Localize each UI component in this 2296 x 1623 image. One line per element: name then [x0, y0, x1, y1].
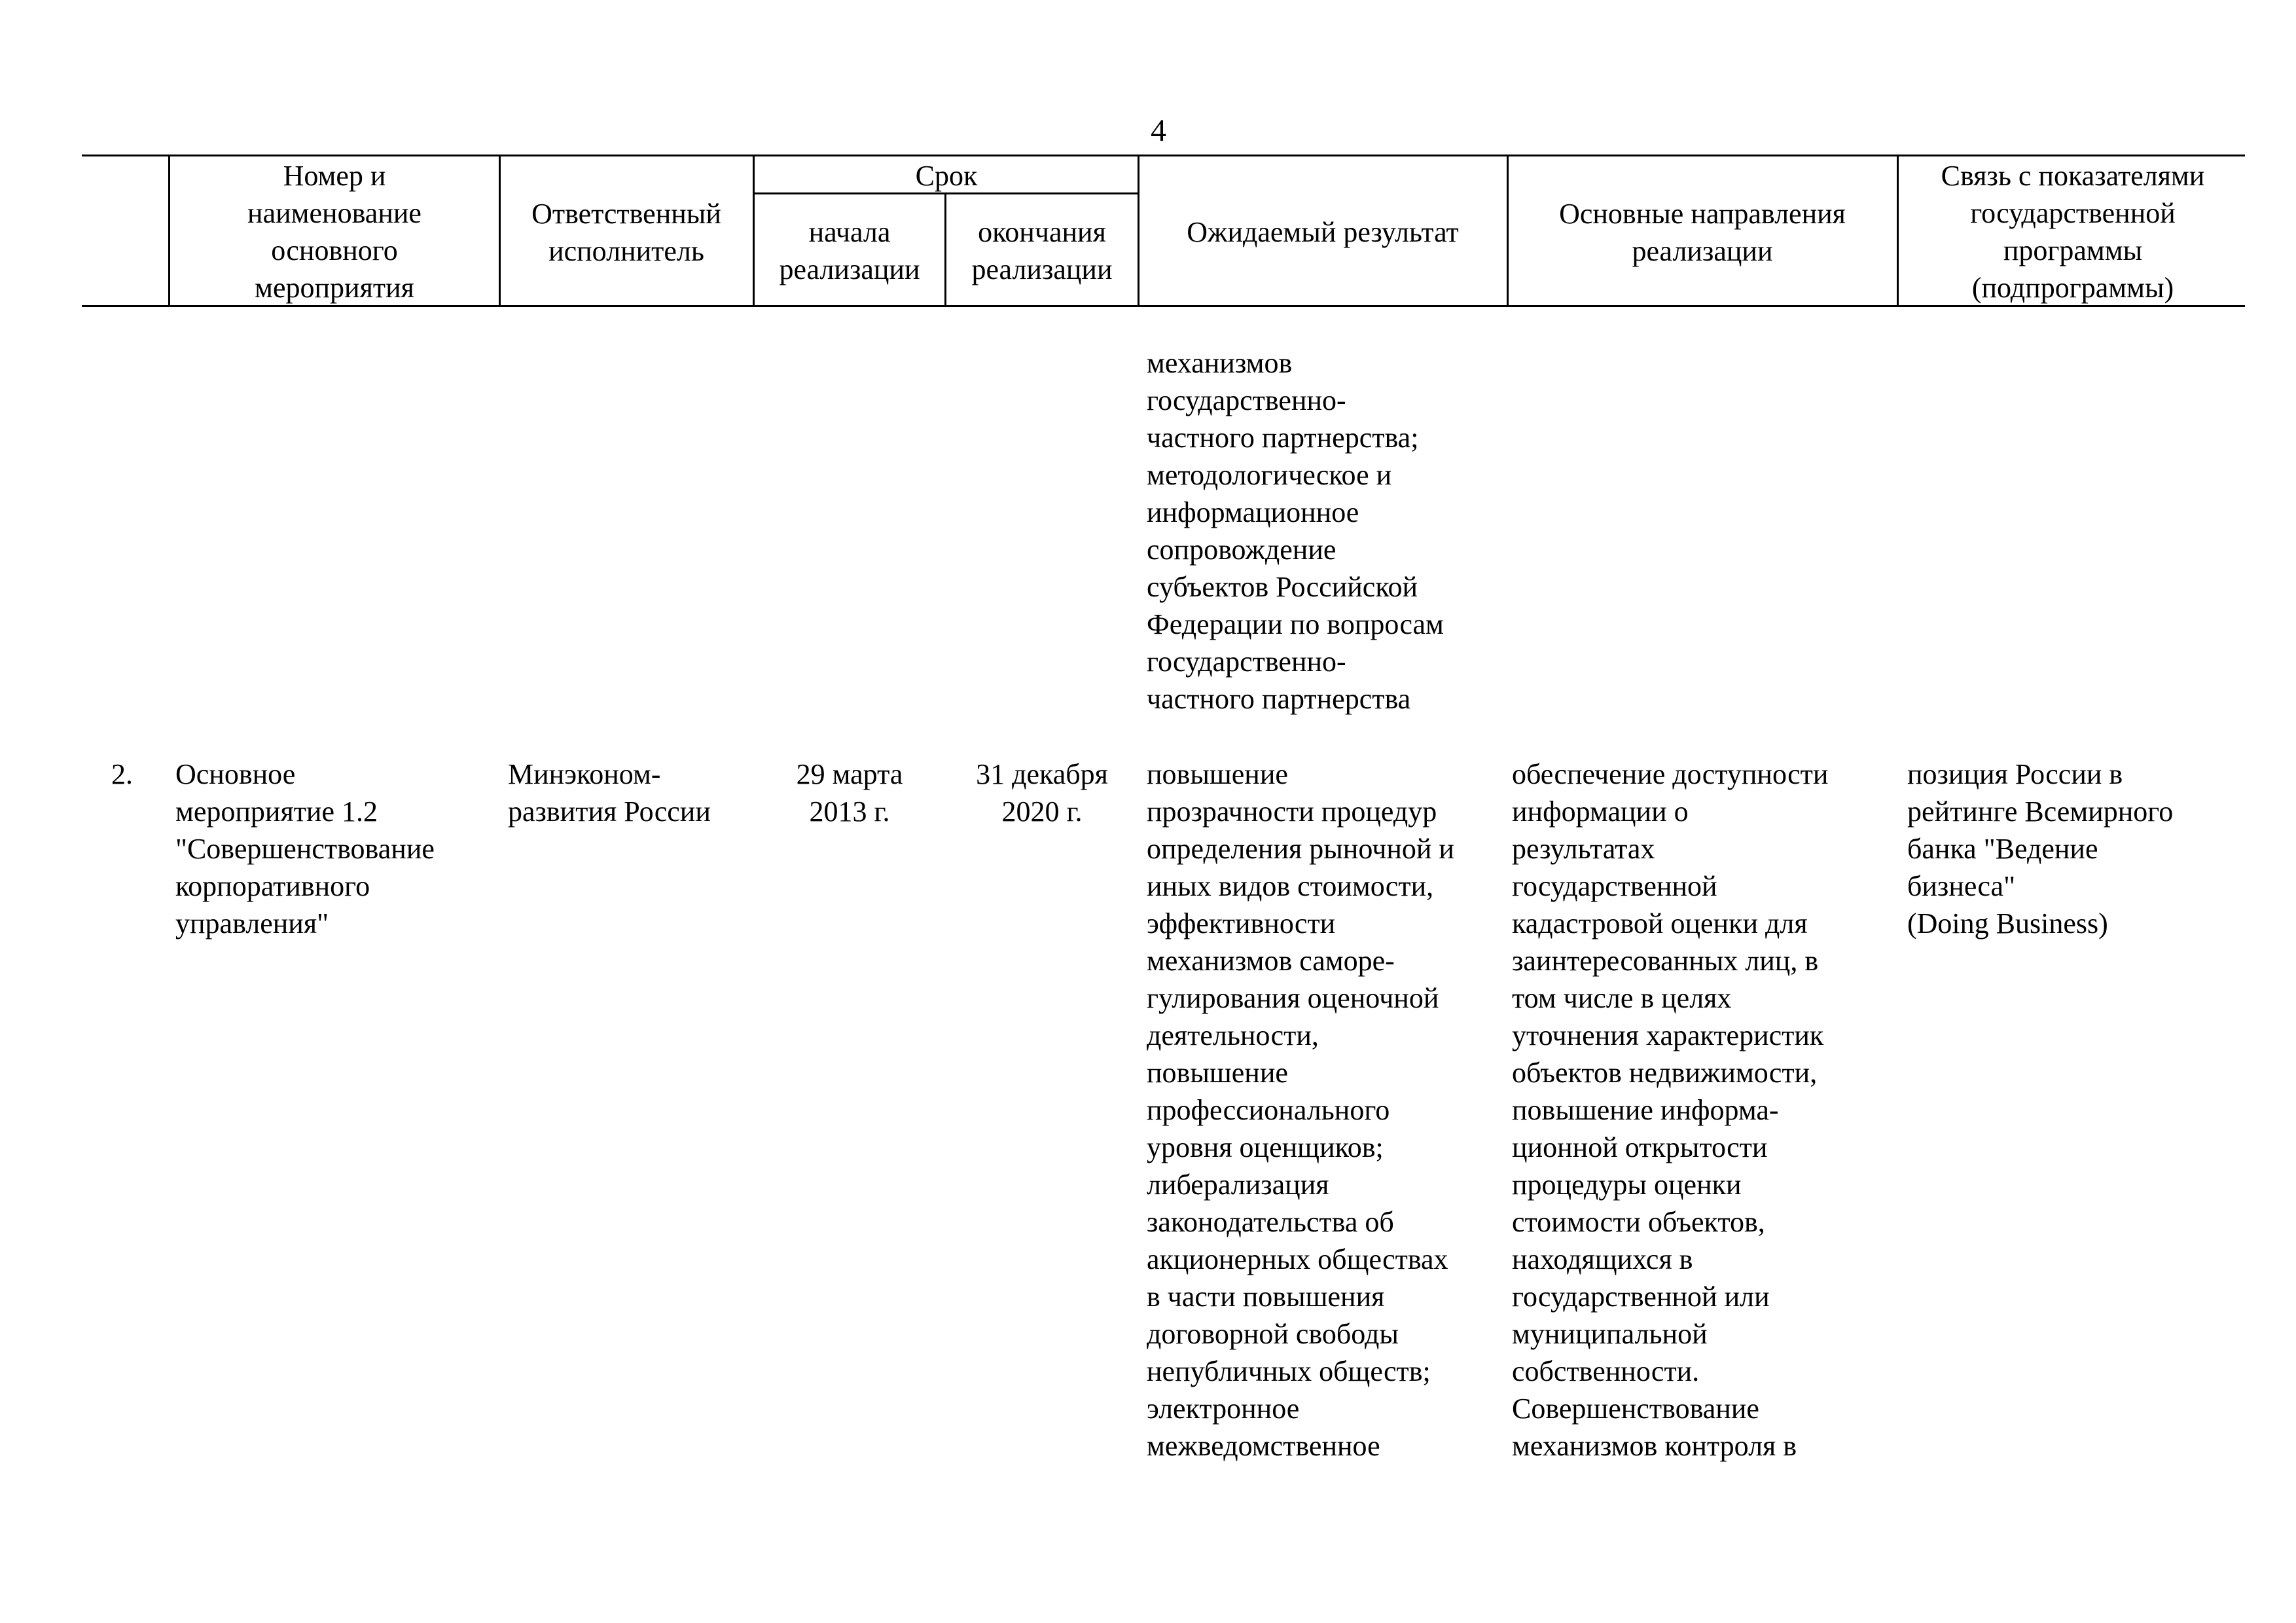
header-end: окончания реализации [971, 216, 1113, 285]
header-responsible: Ответственный исполнитель [531, 198, 721, 267]
col-divider-5 [1138, 155, 1139, 306]
row-expected-result: повышение прозрачности процедур определения рыночной и иных видов стоимости, эффективности механизмов саморе- гулирования оценочной деятельности, повышение профессионального уровня оценщиков; либерализация законодательства об акционерных обществах в части повышения договорной свободы непубличных обществ; электронное межведомственное [1147, 758, 1454, 1462]
table-top-border [82, 155, 2245, 156]
header-expected-result: Ожидаемый результат [1187, 216, 1459, 248]
row-main-directions: обеспечение доступности информации о результатах государственной кадастровой оценки для заинтересованных лиц, в том числе в целях уточнения характеристик объектов недвижимости, повышение информа- ционной открытости процедуры оценки стоимости объектов, находящихся в государственной или муниципальной собственности. Совершенствование механизмов контроля в [1512, 758, 1829, 1462]
header-term: Срок [915, 160, 978, 192]
continuation-expected-result: механизмов государственно- частного партнерства; методологическое и информационное сопровождение субъектов Российской Федерации по вопросам государственно- частного партнерства [1147, 347, 1444, 715]
col-divider-4 [944, 192, 946, 306]
col-divider-6 [1507, 155, 1509, 306]
col-divider-3 [753, 155, 755, 306]
col-divider-7 [1897, 155, 1899, 306]
header-start: начала реализации [779, 216, 920, 285]
row-activity-name: Основное мероприятие 1.2 "Совершенствование корпоративного управления" [175, 758, 435, 939]
row-end-date: 31 декабря 2020 г. [976, 758, 1108, 828]
header-main-directions: Основные направления реализации [1559, 198, 1846, 267]
page-number: 4 [1151, 113, 1166, 148]
col-divider-2 [499, 155, 501, 306]
header-name: Номер и наименование основного мероприятия [247, 160, 422, 304]
col-divider-1 [168, 155, 170, 306]
row-number: 2. [111, 758, 133, 790]
row-link-indicators: позиция России в рейтинге Всемирного банка "Ведение бизнеса" (Doing Business) [1907, 758, 2174, 939]
header-link-indicators: Связь с показателями государственной программы (подпрограммы) [1941, 160, 2205, 304]
row-start-date: 29 марта 2013 г. [796, 758, 903, 828]
row-responsible: Минэконом- развития России [508, 758, 711, 828]
